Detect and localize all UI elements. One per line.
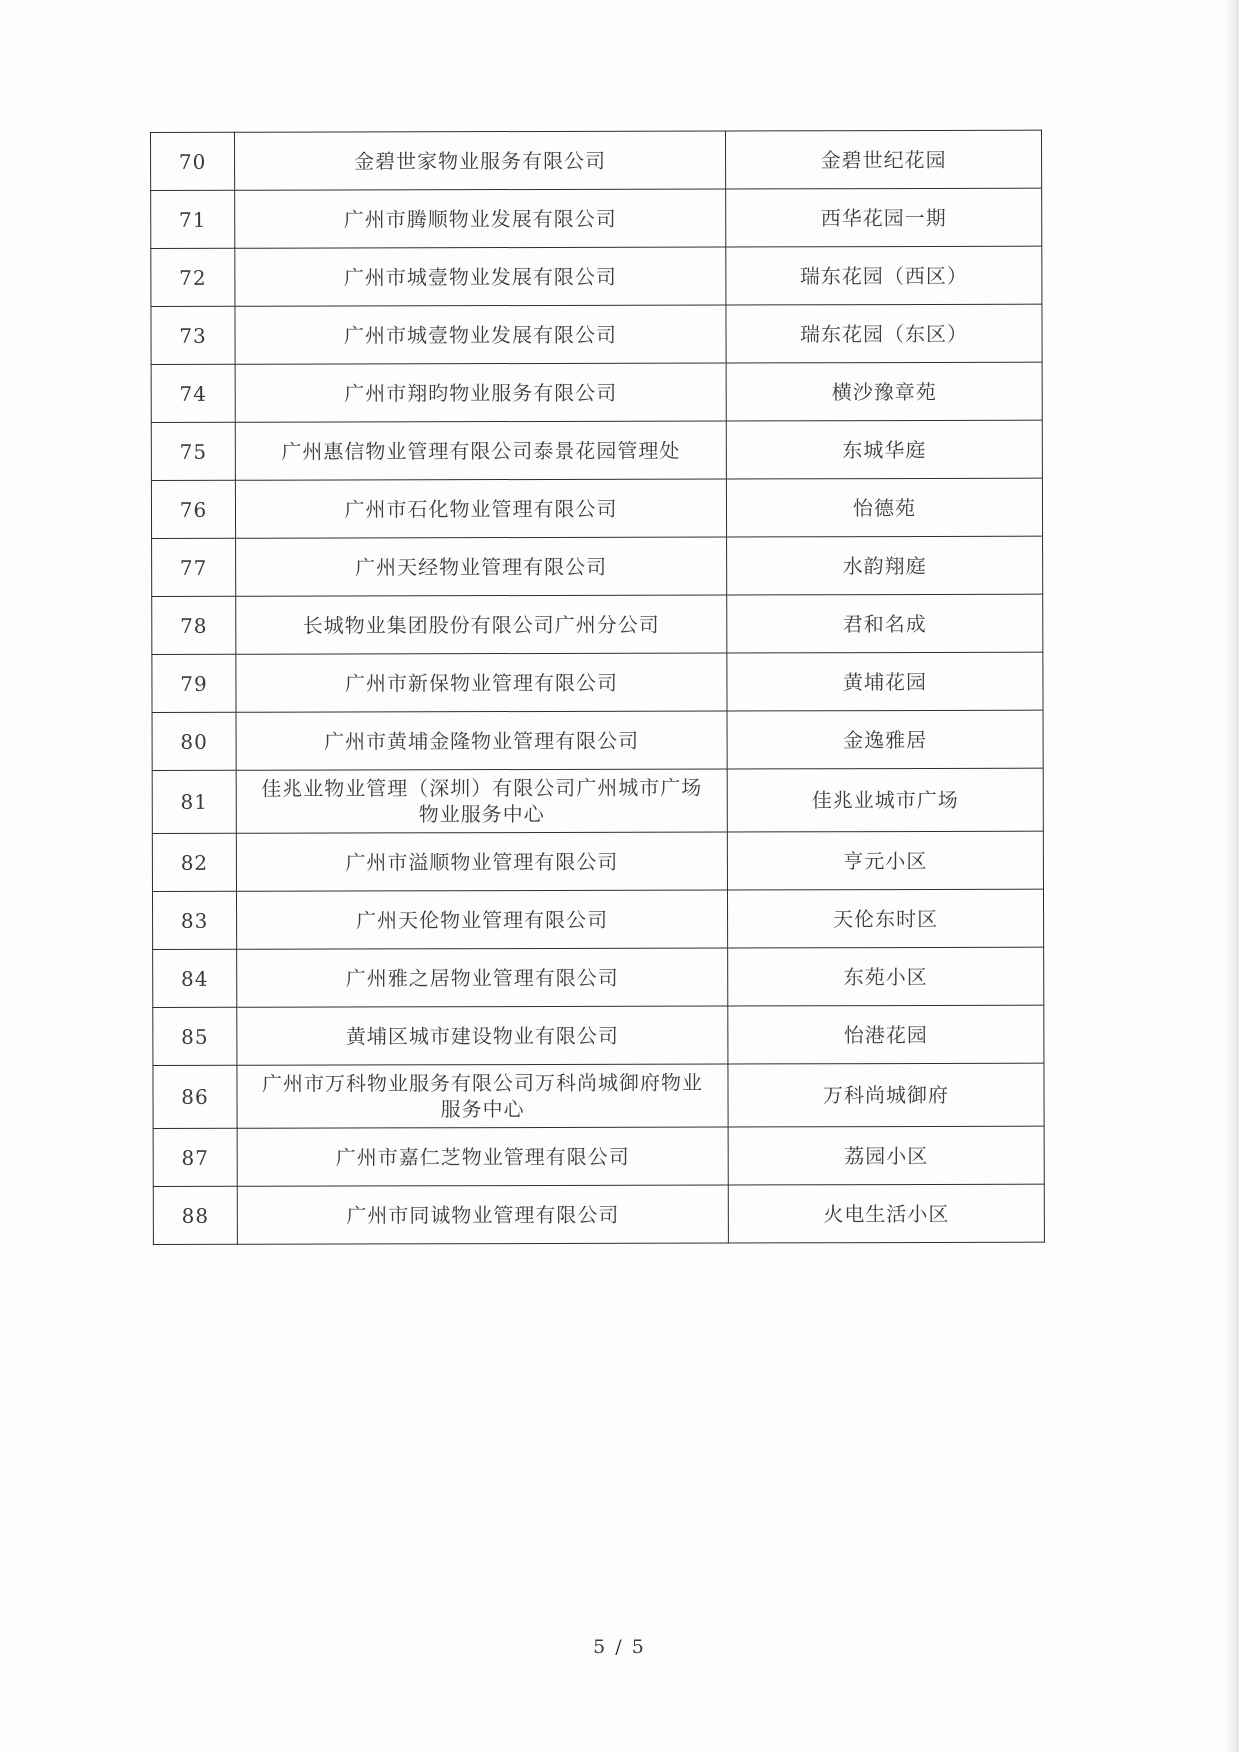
table-row bbox=[153, 1005, 1044, 1065]
company-name: 广州市溢顺物业管理有限公司 bbox=[236, 832, 727, 891]
project-name: 东苑小区 bbox=[728, 947, 1044, 1006]
row-number: 75 bbox=[151, 422, 235, 480]
project-name: 东城华庭 bbox=[726, 420, 1042, 479]
company-name-line-1: 佳兆业物业管理（深圳）有限公司广州城市广场 bbox=[261, 775, 703, 801]
row-number: 81 bbox=[152, 770, 236, 833]
project-name: 瑞东花园（东区） bbox=[726, 304, 1042, 363]
table-row bbox=[152, 594, 1043, 654]
row-number: 86 bbox=[153, 1065, 237, 1128]
project-name: 君和名成 bbox=[727, 594, 1043, 653]
scan-edge-shadow bbox=[1225, 0, 1239, 1752]
table-row bbox=[152, 536, 1043, 596]
table-row bbox=[151, 188, 1042, 248]
page-number: 5 / 5 bbox=[593, 1636, 646, 1658]
project-name: 横沙豫章苑 bbox=[726, 362, 1042, 421]
project-name: 佳兆业城市广场 bbox=[727, 768, 1043, 832]
project-name: 火电生活小区 bbox=[728, 1184, 1044, 1243]
company-name-line-1: 广州市万科物业服务有限公司万科尚城御府物业 bbox=[261, 1070, 704, 1096]
company-name: 广州市翔昀物业服务有限公司 bbox=[235, 363, 726, 422]
row-number: 78 bbox=[152, 596, 236, 654]
company-name: 广州市嘉仁芝物业管理有限公司 bbox=[237, 1127, 728, 1186]
table-row bbox=[151, 362, 1042, 422]
row-number: 88 bbox=[153, 1186, 237, 1244]
table-row bbox=[151, 420, 1042, 480]
project-name: 天伦东时区 bbox=[727, 889, 1043, 948]
company-name: 长城物业集团股份有限公司广州分公司 bbox=[236, 595, 727, 654]
company-name: 广州天伦物业管理有限公司 bbox=[236, 890, 727, 949]
table-row bbox=[153, 1184, 1044, 1244]
project-name: 怡港花园 bbox=[728, 1005, 1044, 1064]
row-number: 74 bbox=[151, 364, 235, 422]
table-row bbox=[151, 478, 1042, 538]
table-row bbox=[151, 246, 1042, 306]
company-name: 广州天经物业管理有限公司 bbox=[236, 537, 727, 596]
table-row bbox=[152, 889, 1043, 949]
row-number: 82 bbox=[152, 833, 236, 891]
row-number: 83 bbox=[152, 891, 236, 949]
row-number: 72 bbox=[151, 248, 235, 306]
company-name: 广州市新保物业管理有限公司 bbox=[236, 653, 727, 712]
row-number: 87 bbox=[153, 1128, 237, 1186]
project-name: 黄埔花园 bbox=[727, 652, 1043, 711]
company-name-line-2: 服务中心 bbox=[440, 1097, 525, 1122]
company-name: 广州市城壹物业发展有限公司 bbox=[235, 305, 726, 364]
company-name: 广州市黄埔金隆物业管理有限公司 bbox=[236, 711, 727, 770]
row-number: 77 bbox=[152, 538, 236, 596]
row-number: 76 bbox=[151, 480, 235, 538]
table-row bbox=[153, 947, 1044, 1007]
company-name bbox=[236, 769, 727, 833]
row-number: 84 bbox=[153, 949, 237, 1007]
row-number: 79 bbox=[152, 654, 236, 712]
row-number: 70 bbox=[151, 132, 235, 190]
project-name: 瑞东花园（西区） bbox=[726, 246, 1042, 305]
company-name: 广州雅之居物业管理有限公司 bbox=[237, 948, 728, 1007]
table-row bbox=[152, 831, 1043, 891]
table-row bbox=[152, 652, 1043, 712]
project-name: 西华花园一期 bbox=[726, 188, 1042, 247]
project-name: 水韵翔庭 bbox=[727, 536, 1043, 595]
table-row bbox=[151, 130, 1042, 190]
row-number: 85 bbox=[153, 1007, 237, 1065]
company-name: 广州市同诚物业管理有限公司 bbox=[237, 1185, 728, 1244]
table-row bbox=[152, 710, 1043, 770]
property-list-table bbox=[150, 130, 1045, 1245]
company-name bbox=[237, 1064, 728, 1128]
table-row bbox=[152, 768, 1043, 833]
company-name: 黄埔区城市建设物业有限公司 bbox=[237, 1006, 728, 1065]
company-name-line-2: 物业服务中心 bbox=[418, 801, 545, 827]
company-name: 广州市腾顺物业发展有限公司 bbox=[235, 189, 726, 248]
row-number: 80 bbox=[152, 712, 236, 770]
company-name: 广州市石化物业管理有限公司 bbox=[235, 479, 726, 538]
project-name: 荔园小区 bbox=[728, 1126, 1044, 1185]
project-name: 金逸雅居 bbox=[727, 710, 1043, 769]
table-row bbox=[153, 1126, 1044, 1186]
company-name: 金碧世家物业服务有限公司 bbox=[235, 131, 726, 190]
row-number: 73 bbox=[151, 306, 235, 364]
project-name: 万科尚城御府 bbox=[728, 1063, 1044, 1127]
project-name: 怡德苑 bbox=[726, 478, 1042, 537]
company-name: 广州惠信物业管理有限公司泰景花园管理处 bbox=[235, 421, 726, 480]
row-number: 71 bbox=[151, 190, 235, 248]
table-row bbox=[151, 304, 1042, 364]
project-name: 亨元小区 bbox=[727, 831, 1043, 890]
table-row bbox=[153, 1063, 1044, 1128]
company-name: 广州市城壹物业发展有限公司 bbox=[235, 247, 726, 306]
project-name: 金碧世纪花园 bbox=[725, 130, 1041, 189]
